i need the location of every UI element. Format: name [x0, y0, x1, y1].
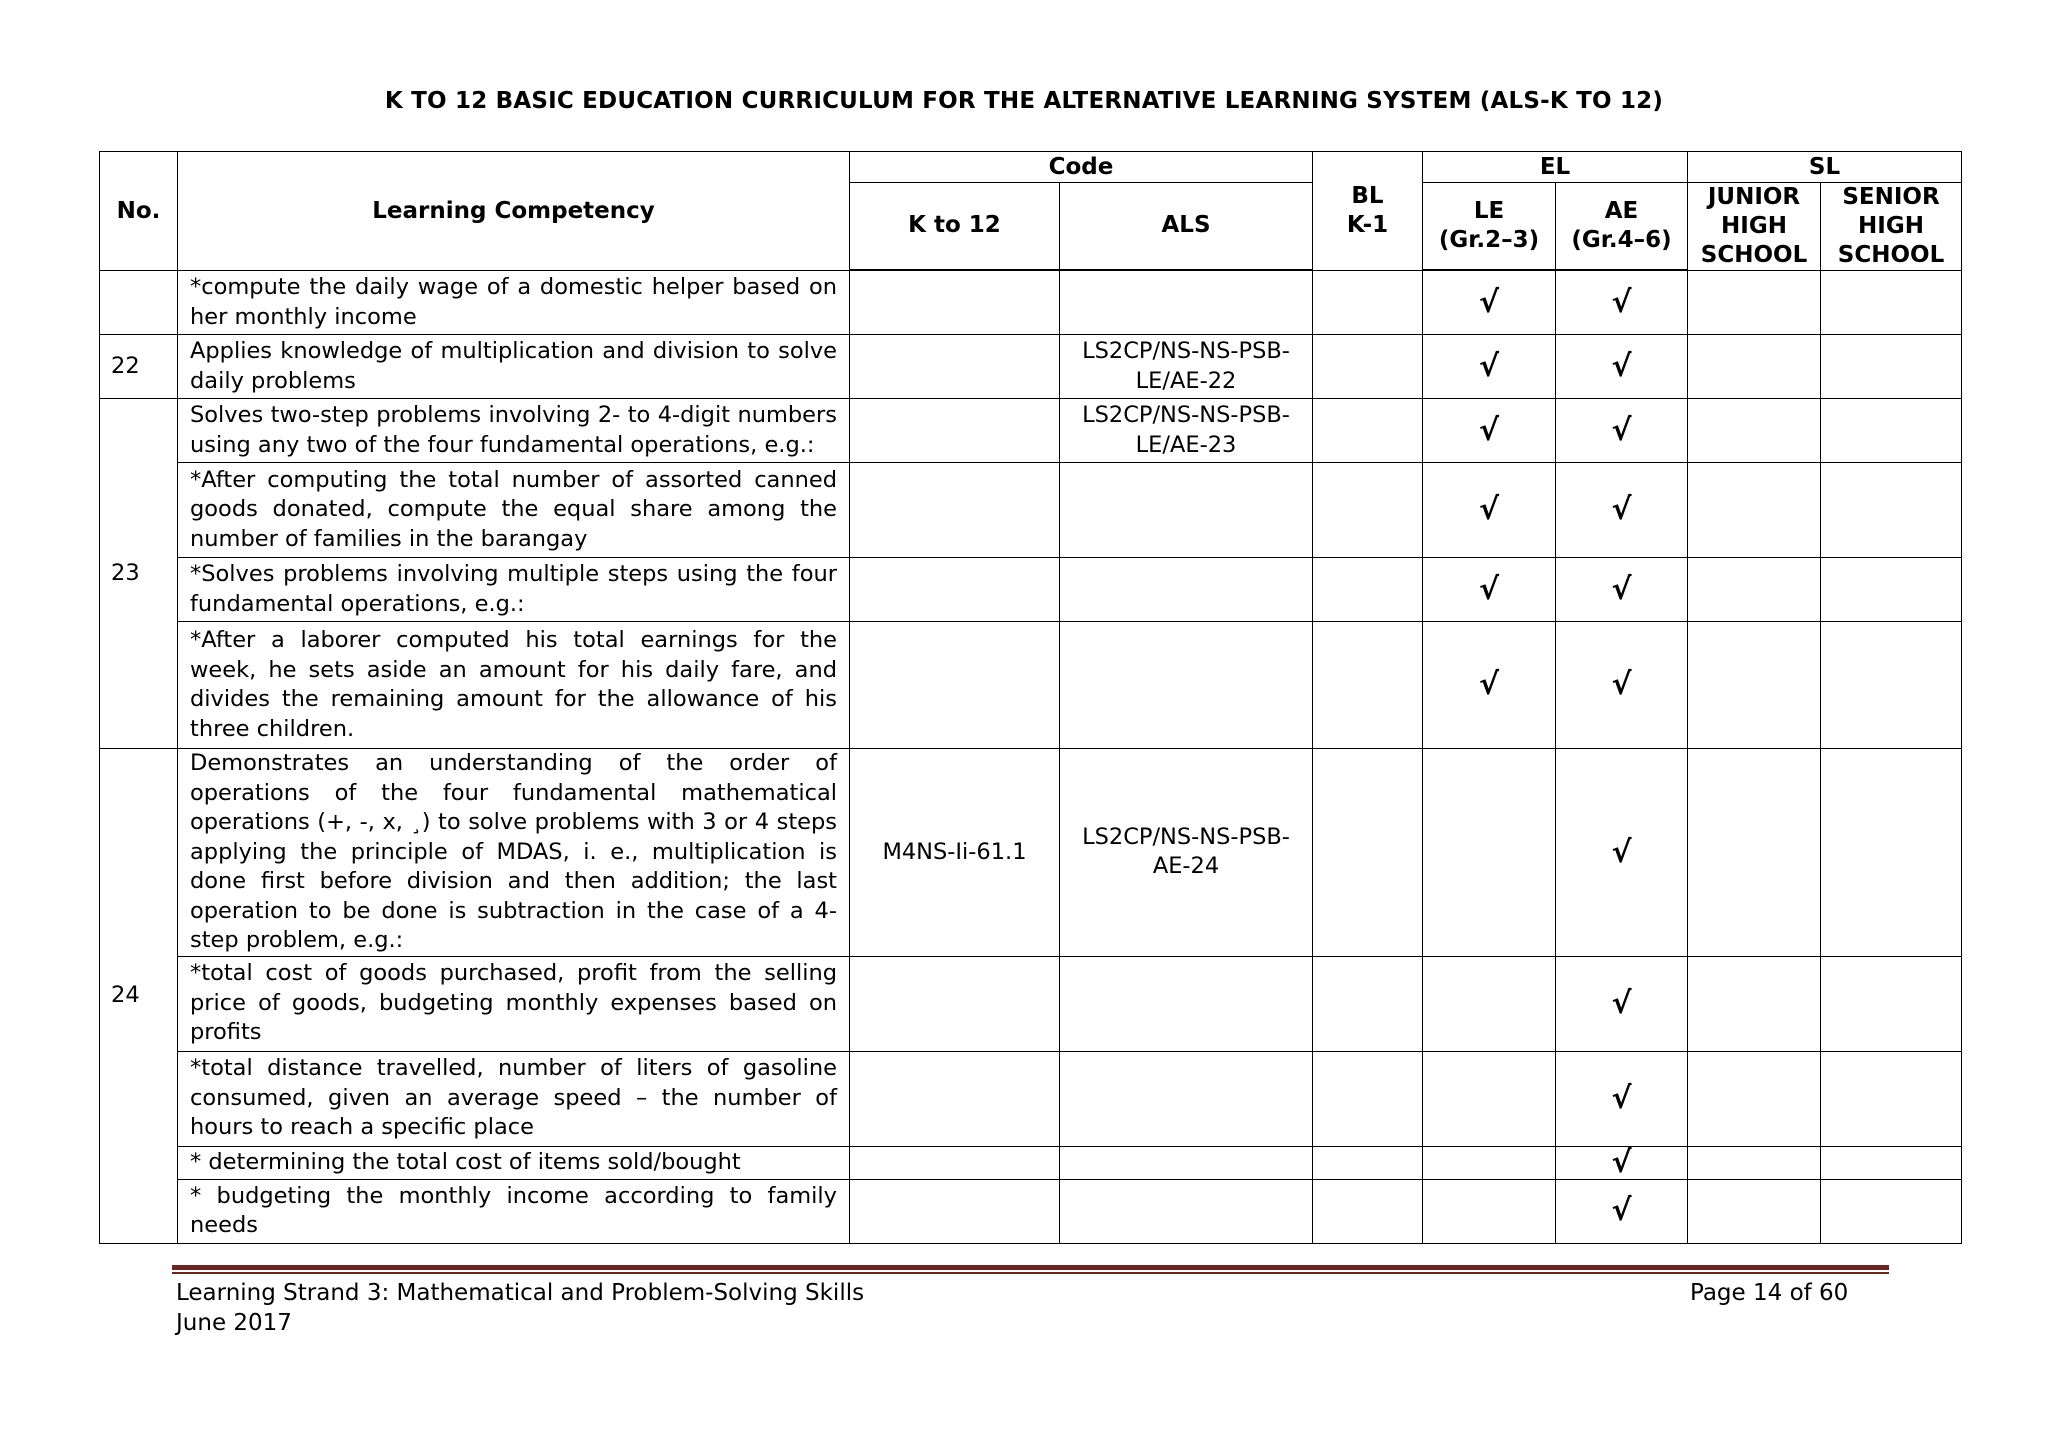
table-row [100, 622, 1962, 749]
bl-cell [1313, 335, 1423, 399]
k12-code-cell [850, 1051, 1060, 1146]
bl-cell [1313, 1051, 1423, 1146]
k12-code-cell [850, 956, 1060, 1051]
ae-check-mark: √ [1556, 749, 1688, 957]
le-cell [1423, 1146, 1556, 1179]
bl-cell [1313, 1179, 1423, 1243]
footer-date: June 2017 [176, 1310, 292, 1336]
k12-code-cell [850, 271, 1060, 335]
competency-cell: *Solves problems involving multiple steps using the four fundamental operations, e.g.: [178, 558, 850, 622]
header-bl-line1: BL [1351, 183, 1384, 209]
bl-cell [1313, 558, 1423, 622]
header-senior-high-school [1821, 183, 1962, 271]
table-row [100, 749, 1962, 957]
ae-check-mark: √ [1556, 1051, 1688, 1146]
header-shs-line3: SCHOOL [1837, 242, 1945, 268]
als-code-cell [1060, 622, 1313, 749]
k12-code-cell [850, 335, 1060, 399]
le-cell [1423, 1179, 1556, 1243]
ae-check-mark: √ [1556, 1146, 1688, 1179]
competency-cell: Applies knowledge of multiplication and division to solve daily problems [178, 335, 850, 399]
k12-code-cell [850, 1179, 1060, 1243]
jhs-cell [1688, 271, 1821, 335]
shs-cell [1821, 1051, 1962, 1146]
row-number-cell: 22 [100, 335, 178, 399]
shs-cell [1821, 749, 1962, 957]
curriculum-table [99, 151, 1962, 1244]
le-check-mark: √ [1423, 622, 1556, 749]
k12-code-cell [850, 463, 1060, 558]
als-code-cell [1060, 749, 1313, 957]
shs-cell [1821, 1146, 1962, 1179]
jhs-cell [1688, 1179, 1821, 1243]
bl-cell [1313, 956, 1423, 1051]
header-no: No. [100, 152, 178, 271]
ae-check-mark: √ [1556, 463, 1688, 558]
header-shs-line1: SENIOR [1842, 184, 1940, 210]
als-code-line2: AE-24 [1152, 853, 1220, 880]
header-el: EL [1423, 152, 1688, 183]
header-jhs-line1: JUNIOR [1707, 184, 1801, 210]
bl-cell [1313, 271, 1423, 335]
als-code-cell [1060, 335, 1313, 399]
header-learning-competency: Learning Competency [178, 152, 850, 271]
competency-cell: *compute the daily wage of a domestic helper based on her monthly income [178, 271, 850, 335]
als-code-line1: LS2CP/NS-NS-PSB- [1082, 823, 1290, 850]
header-le-line2: (Gr.2–3) [1438, 226, 1540, 253]
k12-code-cell [850, 1146, 1060, 1179]
header-jhs-line3: SCHOOL [1700, 242, 1808, 268]
footer-strand: Learning Strand 3: Mathematical and Problem-Solving Skills [176, 1280, 865, 1306]
als-code-cell [1060, 1179, 1313, 1243]
ae-check-mark: √ [1556, 1179, 1688, 1243]
jhs-cell [1688, 749, 1821, 957]
competency-cell: *After computing the total number of assorted canned goods donated, compute the equal share among the number of families in the barangay [178, 463, 850, 558]
le-check-mark: √ [1423, 463, 1556, 558]
header-le [1423, 183, 1556, 270]
als-code-line2: LE/AE-23 [1135, 431, 1237, 458]
competency-cell: *After a laborer computed his total earnings for the week, he sets aside an amount for his daily fare, and divides the remaining amount for the allowance of his three children. [178, 622, 850, 749]
jhs-cell [1688, 956, 1821, 1051]
footer-divider [172, 1265, 1889, 1270]
jhs-cell [1688, 335, 1821, 399]
competency-cell: * determining the total cost of items sold/bought [178, 1146, 850, 1179]
shs-cell [1821, 271, 1962, 335]
header-k-to-12: K to 12 [850, 183, 1060, 270]
row-number-cell [100, 271, 178, 335]
competency-cell: Solves two-step problems involving 2- to 4-digit numbers using any two of the four fundamental operations, e.g.: [178, 399, 850, 463]
als-code-cell [1060, 1051, 1313, 1146]
table-row [100, 956, 1962, 1051]
header-sl: SL [1688, 152, 1962, 183]
competency-cell: Demonstrates an understanding of the order of operations of the four fundamental mathematical operations (+, -, x, ¸) to solve problems with 3 or 4 steps applying the principle of MDAS, i. e., multiplication is done first before division and then addition; the last operation to be done is subtraction in the case of a 4-step problem, e.g.: [178, 749, 850, 957]
k12-code-cell: M4NS-Ii-61.1 [850, 749, 1060, 957]
table-row [100, 1179, 1962, 1243]
le-check-mark: √ [1423, 271, 1556, 335]
le-cell [1423, 956, 1556, 1051]
competency-cell: *total cost of goods purchased, profit from the selling price of goods, budgeting monthly expenses based on profits [178, 956, 850, 1051]
bl-cell [1313, 399, 1423, 463]
header-ae-line1: AE [1604, 197, 1639, 224]
shs-cell [1821, 956, 1962, 1051]
als-code-line1: LS2CP/NS-NS-PSB- [1082, 338, 1290, 364]
competency-cell: *total distance travelled, number of liters of gasoline consumed, given an average speed – the number of hours to reach a specific place [178, 1051, 850, 1146]
table-row [100, 271, 1962, 335]
als-code-cell [1060, 271, 1313, 335]
header-row-1 [100, 152, 1962, 183]
shs-cell [1821, 1179, 1962, 1243]
jhs-cell [1688, 399, 1821, 463]
header-junior-high-school [1688, 183, 1821, 271]
ae-check-mark: √ [1556, 271, 1688, 335]
shs-cell [1821, 558, 1962, 622]
le-check-mark: √ [1423, 558, 1556, 622]
le-cell [1423, 749, 1556, 957]
als-code-line1: LS2CP/NS-NS-PSB- [1082, 402, 1290, 428]
table-row [100, 463, 1962, 558]
bl-cell [1313, 463, 1423, 558]
als-code-cell [1060, 956, 1313, 1051]
header-le-line1: LE [1473, 197, 1505, 224]
jhs-cell [1688, 1146, 1821, 1179]
table-row [100, 399, 1962, 463]
k12-code-cell [850, 622, 1060, 749]
ae-check-mark: √ [1556, 399, 1688, 463]
table-row [100, 1146, 1962, 1179]
als-code-cell [1060, 463, 1313, 558]
k12-code-cell [850, 558, 1060, 622]
ae-check-mark: √ [1556, 956, 1688, 1051]
row-number-cell: 24 [100, 749, 178, 1244]
le-check-mark: √ [1423, 399, 1556, 463]
shs-cell [1821, 622, 1962, 749]
als-code-line2: LE/AE-22 [1135, 367, 1237, 394]
jhs-cell [1688, 463, 1821, 558]
ae-check-mark: √ [1556, 558, 1688, 622]
le-cell [1423, 1051, 1556, 1146]
jhs-cell [1688, 558, 1821, 622]
header-code: Code [850, 152, 1313, 183]
als-code-cell [1060, 399, 1313, 463]
ae-check-mark: √ [1556, 622, 1688, 749]
header-als: ALS [1060, 183, 1313, 270]
bl-cell [1313, 749, 1423, 957]
competency-cell: * budgeting the monthly income according to family needs [178, 1179, 850, 1243]
bl-cell [1313, 1146, 1423, 1179]
header-ae [1556, 183, 1688, 270]
table-row [100, 335, 1962, 399]
als-code-cell [1060, 1146, 1313, 1179]
table-row [100, 558, 1962, 622]
bl-cell [1313, 622, 1423, 749]
shs-cell [1821, 335, 1962, 399]
header-shs-line2: HIGH [1858, 213, 1924, 239]
k12-code-cell [850, 399, 1060, 463]
header-bl [1313, 152, 1423, 271]
le-check-mark: √ [1423, 335, 1556, 399]
footer-divider-thin [172, 1272, 1889, 1274]
shs-cell [1821, 463, 1962, 558]
footer-left [176, 1278, 864, 1338]
row-number-cell: 23 [100, 399, 178, 749]
jhs-cell [1688, 622, 1821, 749]
jhs-cell [1688, 1051, 1821, 1146]
header-ae-line2: (Gr.4–6) [1571, 226, 1672, 253]
shs-cell [1821, 399, 1962, 463]
page-number: Page 14 of 60 [1690, 1280, 1849, 1306]
header-bl-line2: K-1 [1346, 212, 1389, 238]
table-row [100, 1051, 1962, 1146]
header-jhs-line2: HIGH [1721, 213, 1787, 239]
als-code-cell [1060, 558, 1313, 622]
document-title: K TO 12 BASIC EDUCATION CURRICULUM FOR THE ALTERNATIVE LEARNING SYSTEM (ALS-K TO 12) [384, 88, 1664, 114]
ae-check-mark: √ [1556, 335, 1688, 399]
